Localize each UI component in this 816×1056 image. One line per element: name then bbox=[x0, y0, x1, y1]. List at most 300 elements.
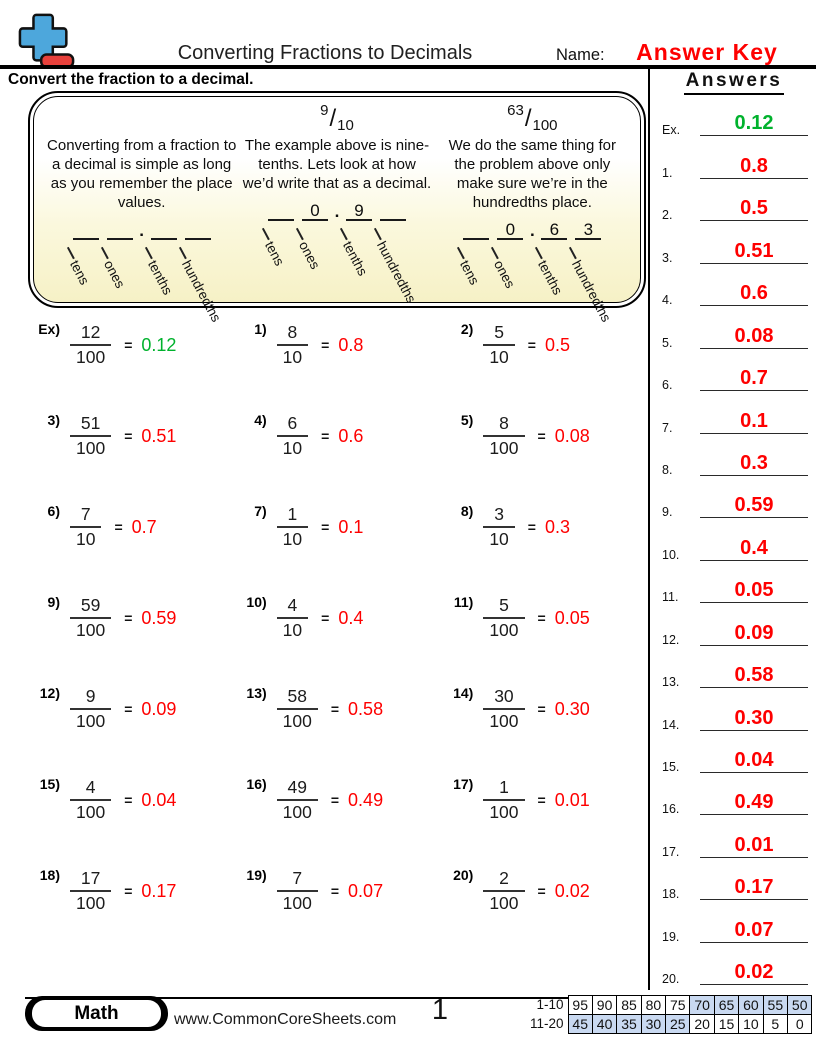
fraction-numerator: 5 bbox=[499, 595, 509, 615]
answer-entry bbox=[656, 476, 812, 518]
answer-value: 0.49 bbox=[734, 791, 774, 814]
place-value-tick bbox=[491, 247, 499, 259]
fraction-denominator: 100 bbox=[277, 890, 318, 914]
place-value-tick bbox=[535, 247, 543, 259]
problem-answer: 0.30 bbox=[554, 698, 590, 719]
place-value-label: hundredths bbox=[366, 225, 420, 306]
problem-label: 7) bbox=[254, 503, 267, 519]
fraction-denominator: 100 bbox=[483, 435, 524, 459]
fraction bbox=[483, 322, 514, 368]
answer-line bbox=[700, 984, 808, 985]
place-value-digit: 0 bbox=[497, 219, 523, 240]
answer-number: 9. bbox=[662, 505, 673, 520]
equals-sign: = bbox=[124, 792, 133, 808]
problem-label: 18) bbox=[39, 867, 60, 883]
answer-value: 0.51 bbox=[734, 239, 774, 262]
equals-sign: = bbox=[330, 792, 340, 808]
name-label: Name: bbox=[556, 46, 605, 64]
answer-entry bbox=[656, 688, 812, 730]
place-value-tick bbox=[457, 247, 465, 259]
answer-entry bbox=[656, 136, 812, 178]
score-cell: 45 bbox=[568, 1014, 592, 1033]
answer-number: 19. bbox=[662, 929, 680, 944]
equals-sign: = bbox=[527, 337, 536, 353]
problem-item bbox=[439, 593, 646, 684]
problem-answer: 0.01 bbox=[554, 789, 590, 810]
answer-number: 11. bbox=[662, 590, 679, 605]
answer-entry bbox=[656, 434, 812, 476]
answer-value: 0.01 bbox=[734, 833, 774, 856]
explanation-column-2 bbox=[241, 101, 432, 306]
equals-sign: = bbox=[321, 519, 330, 535]
answer-entry bbox=[656, 391, 812, 433]
fraction-numerator: 12 bbox=[80, 322, 101, 342]
place-value-diagram bbox=[241, 200, 432, 306]
problem-label: 14) bbox=[453, 685, 474, 701]
answers-heading: Answers bbox=[656, 70, 812, 95]
place-value-tick bbox=[262, 228, 270, 240]
place-value-diagram bbox=[46, 219, 237, 324]
score-row bbox=[528, 1014, 812, 1033]
problems-grid bbox=[26, 320, 646, 957]
answer-entry bbox=[656, 646, 812, 688]
fraction bbox=[277, 777, 318, 823]
place-value-digit: 9 bbox=[346, 200, 372, 221]
answer-number: 16. bbox=[662, 802, 680, 817]
equals-sign: = bbox=[527, 519, 536, 535]
fraction-denominator: 10 bbox=[277, 617, 308, 641]
problem-item bbox=[439, 411, 646, 502]
decimal-point: . bbox=[334, 201, 340, 221]
place-value-tick bbox=[296, 228, 304, 240]
fraction-numerator: 51 bbox=[80, 413, 101, 433]
problem-answer: 0.02 bbox=[554, 880, 590, 901]
answer-entry bbox=[656, 518, 812, 560]
equals-sign: = bbox=[537, 883, 546, 899]
place-value-digit: 0 bbox=[302, 200, 328, 221]
fraction-denominator: 100 bbox=[483, 617, 524, 641]
fraction bbox=[70, 868, 111, 914]
explanation-text: The example above is nine-tenths. Lets look at how we’d write that as a decimal. bbox=[242, 137, 432, 192]
answer-number: 12. bbox=[662, 632, 680, 647]
problem-label: 15) bbox=[39, 776, 60, 792]
equals-sign: = bbox=[124, 701, 133, 717]
answer-entry bbox=[656, 900, 812, 942]
fraction-numerator: 2 bbox=[499, 868, 509, 888]
answer-entry bbox=[656, 349, 812, 391]
fraction-numerator: 59 bbox=[80, 595, 101, 615]
place-value-tick bbox=[340, 228, 348, 240]
answer-entry bbox=[656, 94, 812, 136]
problem-answer: 0.12 bbox=[141, 334, 177, 355]
problem-label: 13) bbox=[246, 685, 267, 701]
place-value-label: tens bbox=[254, 225, 288, 269]
place-value-label: tens bbox=[449, 244, 483, 288]
explanation-text: We do the same thing for the problem above only make sure we’re in the hundredths place. bbox=[448, 137, 616, 211]
problem-item bbox=[439, 775, 646, 866]
answer-value: 0.04 bbox=[734, 749, 774, 771]
problem-item bbox=[26, 684, 233, 775]
decimal-point: . bbox=[139, 220, 145, 240]
place-value-slot bbox=[569, 219, 615, 324]
fraction-denominator: 100 bbox=[483, 799, 524, 823]
fraction-denominator: 100 bbox=[277, 799, 318, 823]
score-cell: 20 bbox=[690, 1014, 714, 1033]
answer-number: 2. bbox=[662, 208, 673, 223]
problem-label: 16) bbox=[246, 776, 267, 792]
problem-label: 2) bbox=[460, 321, 474, 337]
fraction-numerator: 4 bbox=[85, 777, 96, 797]
answer-value: 0.17 bbox=[734, 876, 774, 899]
answer-entry bbox=[656, 943, 812, 985]
fraction-numerator: 8 bbox=[499, 413, 509, 433]
fraction-denominator: 100 bbox=[70, 890, 111, 914]
place-value-digit bbox=[185, 219, 211, 240]
subject-label: Math bbox=[32, 1000, 161, 1027]
answer-value: 0.1 bbox=[740, 409, 768, 432]
answers-list bbox=[656, 94, 812, 985]
explanation-box bbox=[28, 91, 646, 324]
answer-entry bbox=[656, 306, 812, 348]
example-fraction: 63 / 100 bbox=[507, 101, 558, 134]
answer-value: 0.09 bbox=[734, 621, 774, 644]
fraction bbox=[70, 595, 111, 641]
place-value-label: tens bbox=[59, 244, 93, 288]
problem-answer: 0.1 bbox=[338, 516, 364, 537]
answer-entry bbox=[656, 561, 812, 603]
problem-label: 12) bbox=[39, 685, 60, 701]
score-cell: 35 bbox=[617, 1014, 641, 1033]
place-value-diagram bbox=[437, 219, 628, 324]
problem-item bbox=[233, 866, 440, 957]
problem-answer: 0.59 bbox=[141, 607, 177, 628]
website-url: www.CommonCoreSheets.com bbox=[174, 1011, 397, 1028]
fraction bbox=[483, 595, 524, 641]
fraction-denominator: 10 bbox=[277, 435, 308, 459]
place-value-slot bbox=[491, 219, 523, 291]
fraction bbox=[483, 504, 514, 550]
place-value-tick bbox=[569, 247, 577, 259]
explanation-text: Converting from a fraction to a decimal is simple as long as you remember the place values. bbox=[47, 137, 237, 211]
score-cell: 85 bbox=[617, 996, 641, 1015]
answer-value: 0.3 bbox=[740, 451, 768, 474]
score-cell: 10 bbox=[739, 1014, 763, 1033]
answer-entry bbox=[656, 731, 812, 773]
problem-answer: 0.17 bbox=[141, 880, 177, 901]
problem-item bbox=[233, 775, 440, 866]
answer-number: 10. bbox=[662, 547, 680, 562]
answer-number: 17. bbox=[662, 844, 680, 859]
score-cell: 90 bbox=[592, 996, 616, 1015]
place-value-label: tenths bbox=[332, 225, 371, 279]
problem-answer: 0.49 bbox=[348, 789, 384, 810]
answer-entry bbox=[656, 603, 812, 645]
place-value-slot bbox=[295, 200, 328, 272]
score-cell: 75 bbox=[666, 996, 690, 1015]
fraction bbox=[277, 322, 308, 368]
fraction bbox=[277, 595, 308, 641]
problem-item bbox=[233, 411, 440, 502]
answer-entry bbox=[656, 264, 812, 306]
fraction-numerator: 3 bbox=[494, 504, 504, 524]
problem-answer: 0.3 bbox=[544, 516, 571, 537]
answer-value: 0.02 bbox=[734, 961, 774, 984]
problem-answer: 0.05 bbox=[554, 607, 590, 628]
problem-label: 6) bbox=[47, 503, 60, 519]
problem-item bbox=[26, 502, 233, 593]
answer-value: 0.6 bbox=[740, 282, 768, 305]
problem-label: 4) bbox=[254, 412, 267, 428]
score-cell: 0 bbox=[788, 1014, 812, 1033]
place-value-tick bbox=[67, 247, 75, 259]
fraction-denominator: 100 bbox=[70, 799, 111, 823]
example-fraction: 9 / 10 bbox=[320, 101, 354, 134]
problem-label: 9) bbox=[47, 594, 60, 610]
equals-sign: = bbox=[124, 610, 133, 626]
fraction-denominator: 10 bbox=[70, 526, 101, 550]
answer-number: 6. bbox=[662, 378, 673, 393]
place-value-label: hundredths bbox=[171, 244, 225, 325]
score-cell: 50 bbox=[788, 996, 812, 1015]
fraction-numerator: 5 bbox=[494, 322, 504, 342]
answer-value: 0.7 bbox=[740, 367, 768, 390]
answer-value: 0.4 bbox=[740, 536, 768, 559]
answer-entry bbox=[656, 815, 812, 857]
score-cell: 60 bbox=[739, 996, 763, 1015]
place-value-slot bbox=[100, 219, 133, 291]
equals-sign: = bbox=[321, 610, 330, 626]
problem-item bbox=[439, 684, 646, 775]
fraction-numerator: 4 bbox=[287, 595, 298, 615]
equals-sign: = bbox=[330, 883, 340, 899]
fraction bbox=[277, 686, 318, 732]
problem-answer: 0.08 bbox=[554, 425, 590, 446]
score-cell: 70 bbox=[690, 996, 714, 1015]
score-cell: 30 bbox=[641, 1014, 665, 1033]
header-rule bbox=[0, 65, 816, 69]
score-cell: 5 bbox=[763, 1014, 787, 1033]
place-value-digit bbox=[380, 200, 406, 221]
fraction-numerator: 1 bbox=[499, 777, 509, 797]
instruction-text: Convert the fraction to a decimal. bbox=[8, 71, 254, 88]
place-value-digit bbox=[268, 200, 294, 221]
fraction-denominator: 100 bbox=[483, 890, 524, 914]
equals-sign: = bbox=[330, 701, 340, 717]
place-value-label: tenths bbox=[527, 244, 566, 298]
answer-number: 20. bbox=[662, 972, 680, 987]
problem-answer: 0.04 bbox=[141, 789, 177, 810]
fraction-denominator: 10 bbox=[277, 344, 308, 368]
place-value-digit bbox=[463, 219, 489, 240]
problem-label: 8) bbox=[460, 503, 474, 519]
fraction bbox=[277, 504, 308, 550]
fraction-denominator: 100 bbox=[70, 344, 111, 368]
score-cell: 95 bbox=[568, 996, 592, 1015]
page-title: Converting Fractions to Decimals bbox=[177, 42, 473, 64]
problem-item bbox=[26, 866, 233, 957]
fraction-numerator: 58 bbox=[287, 686, 307, 706]
problem-item bbox=[439, 866, 646, 957]
fraction-numerator: 7 bbox=[80, 504, 91, 524]
place-value-slot bbox=[178, 219, 224, 324]
equals-sign: = bbox=[114, 519, 123, 535]
problem-label: 10) bbox=[246, 594, 267, 610]
place-value-digit: 3 bbox=[575, 219, 601, 240]
fraction bbox=[70, 504, 101, 550]
answer-value: 0.07 bbox=[734, 918, 774, 941]
fraction-denominator: 100 bbox=[483, 708, 524, 732]
problem-item bbox=[439, 502, 646, 593]
problem-label: 3) bbox=[47, 412, 60, 428]
fraction-denominator: 100 bbox=[70, 708, 111, 732]
score-cell: 25 bbox=[666, 1014, 690, 1033]
page-number: 1 bbox=[431, 994, 449, 1026]
score-row-label: 11-20 bbox=[529, 1016, 564, 1032]
fraction-numerator: 8 bbox=[287, 322, 298, 342]
problem-label: 5) bbox=[460, 412, 474, 428]
fraction-numerator: 17 bbox=[80, 868, 101, 888]
fraction-denominator: 100 bbox=[70, 617, 111, 641]
answer-value: 0.59 bbox=[734, 494, 774, 517]
answer-number: 14. bbox=[662, 717, 680, 732]
equals-sign: = bbox=[537, 610, 546, 626]
problem-label: 19) bbox=[246, 867, 267, 883]
fraction bbox=[483, 868, 524, 914]
fraction-denominator: 10 bbox=[483, 526, 514, 550]
fraction-denominator: 10 bbox=[277, 526, 308, 550]
fraction-denominator: 100 bbox=[277, 708, 318, 732]
equals-sign: = bbox=[537, 701, 546, 717]
score-cell: 65 bbox=[714, 996, 738, 1015]
place-value-digit: 6 bbox=[541, 219, 567, 240]
fraction bbox=[70, 413, 111, 459]
equals-sign: = bbox=[321, 428, 330, 444]
example-fraction-blank bbox=[46, 101, 237, 137]
subject-badge bbox=[25, 996, 168, 1031]
problem-answer: 0.58 bbox=[348, 698, 384, 719]
place-value-digit bbox=[73, 219, 99, 240]
answer-number: Ex. bbox=[662, 123, 681, 138]
problem-item bbox=[26, 411, 233, 502]
answer-entry bbox=[656, 858, 812, 900]
fraction bbox=[70, 322, 111, 368]
fraction bbox=[70, 686, 111, 732]
problem-label: 20) bbox=[453, 867, 474, 883]
problem-answer: 0.09 bbox=[141, 698, 177, 719]
answer-number: 15. bbox=[662, 760, 680, 774]
place-value-tick bbox=[374, 228, 382, 240]
answer-value: 0.12 bbox=[734, 112, 774, 135]
place-value-tick bbox=[145, 247, 153, 259]
place-value-label: ones bbox=[483, 244, 519, 291]
equals-sign: = bbox=[537, 792, 546, 808]
answer-number: 13. bbox=[662, 675, 680, 690]
problem-answer: 0.5 bbox=[544, 334, 571, 355]
answer-number: 8. bbox=[662, 462, 673, 477]
place-value-label: tenths bbox=[137, 244, 176, 298]
fraction bbox=[277, 868, 318, 914]
place-value-label: ones bbox=[93, 244, 129, 291]
fraction-numerator: 30 bbox=[494, 686, 514, 706]
explanation-column-3 bbox=[437, 101, 628, 324]
score-cell: 40 bbox=[592, 1014, 616, 1033]
place-value-slot bbox=[373, 200, 419, 306]
problem-answer: 0.8 bbox=[338, 334, 364, 355]
answer-number: 5. bbox=[662, 335, 673, 350]
answer-entry bbox=[656, 179, 812, 221]
place-value-label: hundredths bbox=[561, 244, 615, 325]
place-value-digit bbox=[151, 219, 177, 240]
answer-number: 18. bbox=[662, 887, 680, 902]
answer-number: 4. bbox=[662, 293, 673, 308]
fraction-numerator: 7 bbox=[292, 868, 303, 888]
answer-entry bbox=[656, 221, 812, 263]
problem-answer: 0.4 bbox=[338, 607, 364, 628]
decimal-point: . bbox=[529, 220, 535, 240]
problem-item bbox=[233, 684, 440, 775]
answer-value: 0.58 bbox=[734, 664, 774, 687]
answer-value: 0.05 bbox=[734, 579, 774, 602]
score-cell: 80 bbox=[641, 996, 665, 1015]
problem-item bbox=[233, 593, 440, 684]
fraction-denominator: 100 bbox=[70, 435, 111, 459]
place-value-label: ones bbox=[288, 225, 324, 272]
equals-sign: = bbox=[124, 883, 133, 899]
equals-sign: = bbox=[537, 428, 546, 444]
fraction-denominator: 10 bbox=[483, 344, 514, 368]
answer-number: 3. bbox=[662, 250, 673, 265]
fraction bbox=[277, 413, 308, 459]
fraction-numerator: 6 bbox=[287, 413, 298, 433]
score-row bbox=[528, 996, 812, 1015]
answers-divider bbox=[648, 65, 650, 990]
answer-number: 7. bbox=[662, 420, 673, 435]
problem-answer: 0.07 bbox=[348, 880, 384, 901]
equals-sign: = bbox=[124, 428, 133, 444]
problem-item bbox=[26, 593, 233, 684]
fraction-numerator: 1 bbox=[287, 504, 298, 524]
problem-answer: 0.51 bbox=[141, 425, 177, 446]
answer-value: 0.8 bbox=[740, 154, 768, 177]
answer-number: 1. bbox=[662, 165, 673, 180]
fraction-numerator: 49 bbox=[287, 777, 307, 797]
score-cell: 15 bbox=[714, 1014, 738, 1033]
answer-key-text: Answer Key bbox=[636, 39, 778, 65]
problem-label: Ex) bbox=[38, 321, 60, 337]
place-value-tick bbox=[179, 247, 187, 259]
fraction bbox=[70, 777, 111, 823]
problem-answer: 0.6 bbox=[338, 425, 364, 446]
place-value-digit bbox=[107, 219, 133, 240]
answer-value: 0.08 bbox=[734, 324, 774, 347]
answer-entry bbox=[656, 773, 812, 815]
problem-label: 17) bbox=[453, 776, 474, 792]
problem-item bbox=[26, 775, 233, 866]
fraction bbox=[483, 777, 524, 823]
place-value-tick bbox=[101, 247, 109, 259]
problem-label: 1) bbox=[254, 321, 267, 337]
equals-sign: = bbox=[124, 337, 133, 353]
problem-label: 11) bbox=[453, 594, 474, 610]
score-row-label: 1-10 bbox=[536, 997, 564, 1013]
problem-answer: 0.7 bbox=[131, 516, 157, 537]
problem-item bbox=[439, 320, 646, 411]
fraction bbox=[483, 686, 524, 732]
score-cell: 55 bbox=[763, 996, 787, 1015]
equals-sign: = bbox=[321, 337, 330, 353]
problem-item bbox=[233, 502, 440, 593]
fraction-numerator: 9 bbox=[85, 686, 96, 706]
